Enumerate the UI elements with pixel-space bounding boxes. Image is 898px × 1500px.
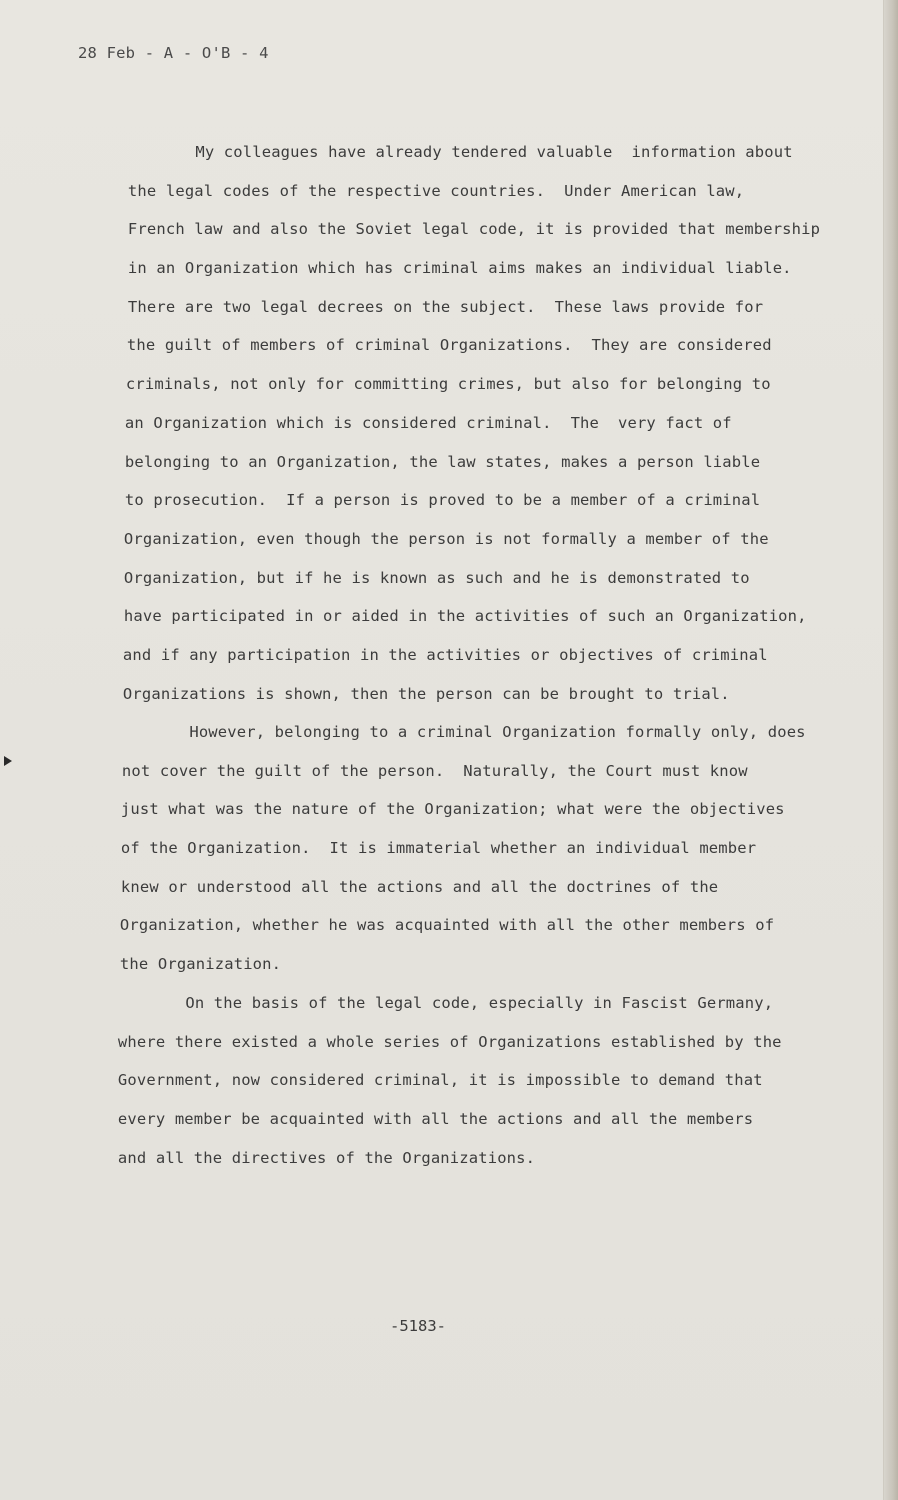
text-line: where there existed a whole series of Organizations established by the <box>80 1033 782 1051</box>
text-line: However, belonging to a criminal Organization formally only, does <box>104 723 806 741</box>
text-line: the guilt of members of criminal Organizations. They are considered <box>89 336 772 354</box>
text-line: Organization, even though the person is not formally a member of the <box>86 530 769 548</box>
text-line: the Organization. <box>82 955 282 973</box>
text-line: Organizations is shown, then the person can be brought to trial. <box>85 685 730 703</box>
text-line: There are two legal decrees on the subject. These laws provide for <box>90 298 764 316</box>
text-line: knew or understood all the actions and all the doctrines of the <box>83 878 719 896</box>
text-line: Organization, but if he is known as such and he is demonstrated to <box>86 569 750 587</box>
text-line: the legal codes of the respective countries. Under American law, <box>90 182 745 200</box>
page-header: 28 Feb - A - O'B - 4 <box>78 44 269 62</box>
text-line: French law and also the Soviet legal code, it is provided that membership <box>90 220 821 238</box>
page-edge <box>883 0 898 1500</box>
text-line: just what was the nature of the Organization; what were the objectives <box>83 800 785 818</box>
text-line: and all the directives of the Organizations. <box>80 1149 536 1167</box>
text-line: My colleagues have already tendered valuable information about <box>110 143 793 161</box>
text-line: criminals, not only for committing crimes, but also for belonging to <box>88 375 771 393</box>
text-line: belonging to an Organization, the law states, makes a person liable <box>87 453 761 471</box>
text-line: an Organization which is considered criminal. The very fact of <box>87 414 732 432</box>
text-line: of the Organization. It is immaterial whether an individual member <box>83 839 757 857</box>
text-line: Government, now considered criminal, it is impossible to demand that <box>80 1071 763 1089</box>
text-line: Organization, whether he was acquainted with all the other members of <box>82 916 775 934</box>
text-line: On the basis of the legal code, especially in Fascist Germany, <box>100 994 774 1012</box>
text-line: to prosecution. If a person is proved to be a member of a criminal <box>87 491 761 509</box>
text-line: have participated in or aided in the activities of such an Organization, <box>86 607 807 625</box>
text-line: every member be acquainted with all the actions and all the members <box>80 1110 754 1128</box>
margin-mark-icon <box>4 756 12 766</box>
text-line: in an Organization which has criminal aims makes an individual liable. <box>90 259 792 277</box>
text-line: not cover the guilt of the person. Naturally, the Court must know <box>84 762 748 780</box>
page-number: -5183- <box>390 1317 446 1335</box>
text-line: and if any participation in the activities or objectives of criminal <box>85 646 768 664</box>
